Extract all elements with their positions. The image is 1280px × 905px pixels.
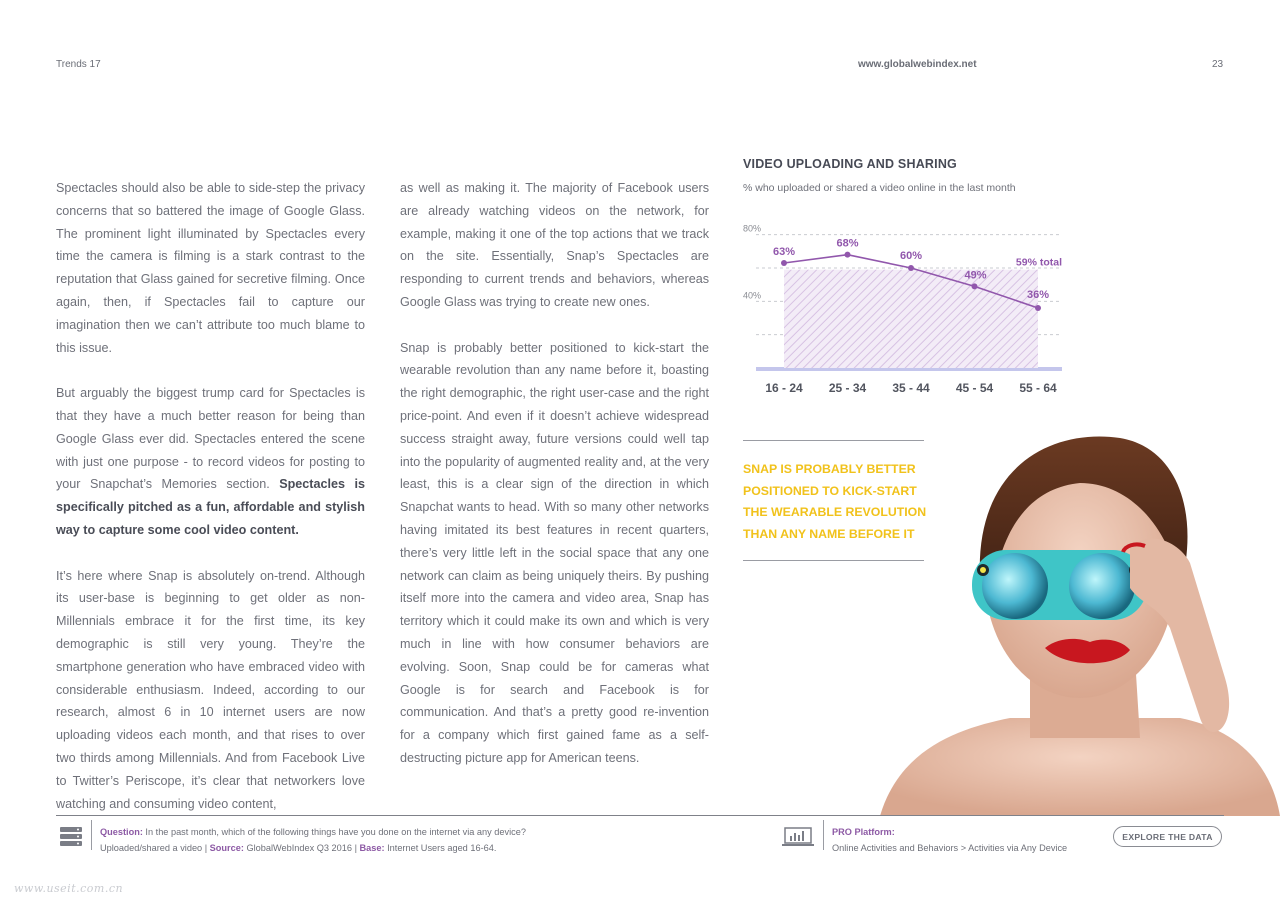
data-point <box>972 283 978 289</box>
spectacles-model-photo <box>880 428 1280 816</box>
question-text: In the past month, which of the following things have you done on the internet via any device? <box>142 827 526 837</box>
page-number: 23 <box>1212 59 1224 70</box>
total-label: 59% total <box>1015 256 1062 269</box>
paragraph-text: But arguably the biggest trump card for Spectacles is that they have a much better reason for being than Google Glass ever did. Spectacles entered the scene with just one purpose - to record videos for posting to your Snapchat’s Memories section. <box>56 386 365 492</box>
footer-separator <box>823 820 824 850</box>
watermark: www.useit.com.cn <box>14 882 124 895</box>
paragraph <box>56 382 365 542</box>
question-line <box>100 824 526 840</box>
footer-question <box>100 824 526 856</box>
site-url[interactable]: www.globalwebindex.net <box>858 59 977 70</box>
source-label: Source: <box>209 843 244 853</box>
data-point <box>908 265 914 271</box>
pro-path[interactable]: Online Activities and Behaviors > Activities via Any Device <box>832 843 1068 853</box>
data-label: 36% <box>1026 289 1050 301</box>
data-label: 49% <box>964 269 987 282</box>
data-label: 68% <box>836 237 859 250</box>
question-label: Question: <box>100 827 143 837</box>
chart-subtitle: % who uploaded or shared a video online in the last month <box>743 182 1016 194</box>
pull-quote: SNAP IS PROBABLY BETTER POSITIONED TO KICK-START THE WEARABLE REVOLUTION THAN ANY NAME BEFORE IT <box>743 462 927 541</box>
data-label: 60% <box>899 250 923 262</box>
explore-data-button[interactable]: EXPLORE THE DATA <box>1113 826 1222 847</box>
data-point <box>1035 305 1041 311</box>
paragraph: Snap is probably better positioned to kick-start the wearable revolution than any name before it, boasting the right demographic, the right user-case and the right price-point. And even if it doesn’t achieve widespread success straight away, future versions could well tap into the popularity of augmented reality and, at the very least, this is a clear sign of the direction in which Snapchat wants to head. With so many other networks having imitated its best features in recent quarters, there’s very little left in the social space that any one network can claim as being uniquely theirs. By pushing itself more into the camera and video area, Snap has territory which it could make its own and which is very much in line with how consumer behaviors are evolving. Soon, Snap could be for cameras what Google is for search and Facebook is for communication. And that’s a pretty good re-invention for a company which first gained fame as a self-destructing picture app for American teens. <box>400 340 709 765</box>
chart-title: VIDEO UPLOADING AND SHARING <box>743 157 957 171</box>
data-point <box>781 260 787 266</box>
paragraph-emphasis: Spectacles is specifically pitched as a fun, affordable and stylish way to capture some cool video content. <box>56 477 365 537</box>
x-tick-label: 35 - 44 <box>892 381 930 395</box>
base-label: Base: <box>359 843 385 853</box>
footer-pro-platform <box>832 824 1067 856</box>
body-column-1 <box>56 177 365 838</box>
total-area <box>784 270 1038 368</box>
y-tick-label: 80% <box>743 223 762 234</box>
x-tick-label: 45 - 54 <box>955 381 994 395</box>
answer-text: Uploaded/shared a video <box>100 843 203 853</box>
data-point <box>845 252 851 258</box>
data-label: 63% <box>772 246 796 258</box>
footer-separator <box>91 820 92 850</box>
base-text: Internet Users aged 16-64. <box>384 843 497 853</box>
pro-label: PRO Platform: <box>832 827 895 837</box>
x-tick-label: 16 - 24 <box>765 381 803 395</box>
x-tick-label: 25 - 34 <box>828 381 867 395</box>
section-label: Trends 17 <box>56 59 101 70</box>
paragraph: It’s here where Snap is absolutely on-trend. Although its user-base is beginning to get older as non-Millennials embrace it for the first time, its key demographic is still very young. They’re the smartphone generation who have embraced video with considerable enthusiasm. Indeed, according to our research, almost 6 in 10 internet users are now uploading videos each month, and that rises to over two thirds among Millennials. And from Facebook Live to Twitter’s Periscope, it’s clear that networkers love watching and consuming video content, <box>56 568 365 811</box>
source-text: GlobalWebIndex Q3 2016 <box>243 843 353 853</box>
x-tick-label: 55 - 64 <box>1019 381 1057 395</box>
body-column-2 <box>400 177 709 793</box>
y-tick-label: 40% <box>743 290 762 301</box>
source-line: Uploaded/shared a video | Source: GlobalWebIndex Q3 2016 | Base: Internet Users aged 16-64. <box>100 843 497 853</box>
footer-divider <box>56 815 1224 816</box>
paragraph: as well as making it. The majority of Facebook users are already watching videos on the network, for example, making it one of the top actions that we track on the site. Essentially, Snap’s Spectacles are responding to current trends and behaviors, whereas Google Glass was trying to create new ones. <box>400 181 709 309</box>
line-chart <box>740 210 1070 400</box>
paragraph: Spectacles should also be able to side-step the privacy concerns that so battered the image of Google Glass. The prominent light illuminated by Spectacles every time the camera is filming is a stark contrast to the reputation that Glass gained for secretive filming. Once again, then, if Spectacles fail to capture our imagination then we can’t attribute too much blame to this issue. <box>56 181 365 355</box>
database-icon <box>60 827 82 847</box>
laptop-chart-icon <box>782 827 814 847</box>
